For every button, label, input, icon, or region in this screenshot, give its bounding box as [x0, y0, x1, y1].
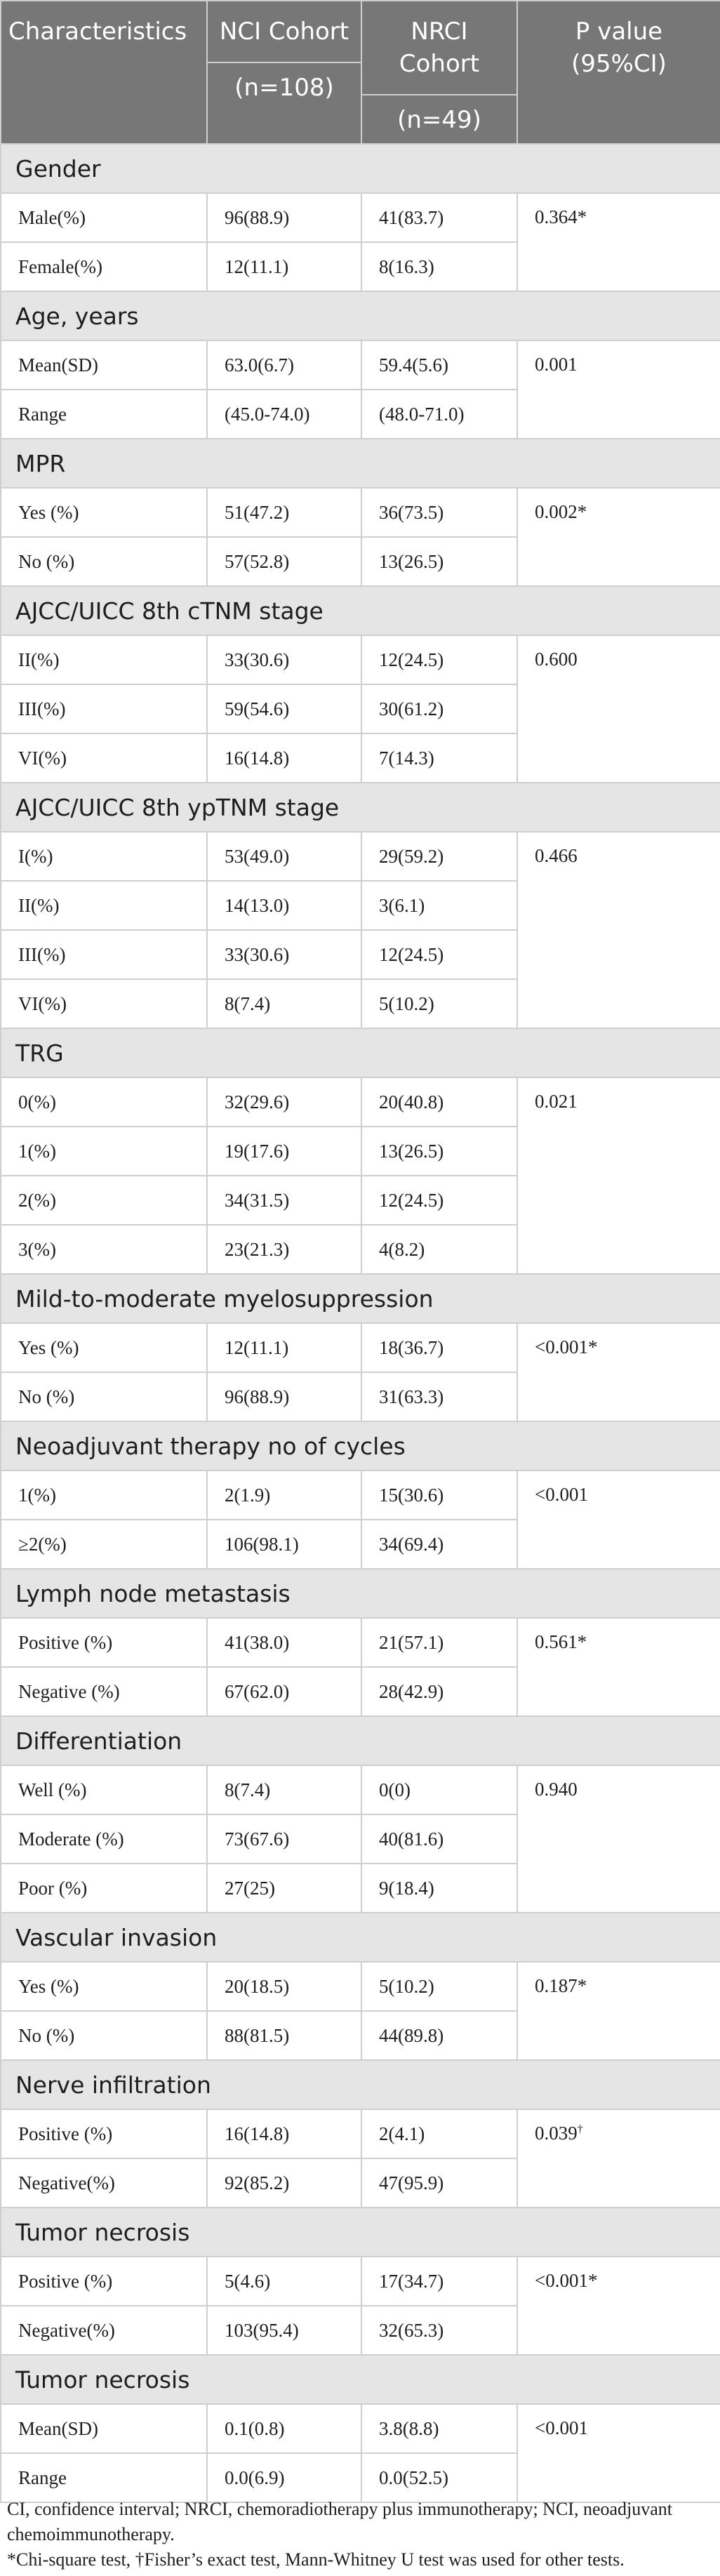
- nrci-value: 8(16.3): [361, 242, 517, 291]
- nci-value: 96(88.9): [207, 193, 361, 242]
- p-value-text: <0.001*: [535, 2270, 598, 2291]
- table-row: [1, 340, 720, 390]
- header-nrci-cohort: [361, 1, 517, 144]
- table-row: [1, 2404, 720, 2453]
- nci-value: 73(67.6): [207, 1814, 361, 1864]
- table-row: [1, 193, 720, 242]
- p-value: [517, 2404, 720, 2502]
- p-value: [517, 2109, 720, 2207]
- p-value-footnote-mark: †: [577, 2123, 583, 2135]
- nrci-value: 9(18.4): [361, 1864, 517, 1913]
- category-row: [1, 586, 720, 635]
- row-label: 0(%): [1, 1077, 207, 1127]
- nci-value: 27(25): [207, 1864, 361, 1913]
- nci-value: 12(11.1): [207, 242, 361, 291]
- category-title: Vascular invasion: [1, 1913, 720, 1962]
- row-label: 1(%): [1, 1470, 207, 1520]
- row-label: III(%): [1, 930, 207, 979]
- category-title: Gender: [1, 144, 720, 193]
- p-value: [517, 635, 720, 783]
- table-row: [1, 832, 720, 881]
- category-title: Mild-to-moderate myelosuppression: [1, 1274, 720, 1323]
- nrci-value: 13(26.5): [361, 1127, 517, 1176]
- table-row: [1, 1962, 720, 2011]
- category-row: [1, 1421, 720, 1470]
- category-title: Age, years: [1, 291, 720, 340]
- row-label: Negative(%): [1, 2306, 207, 2355]
- nrci-value: 30(61.2): [361, 684, 517, 733]
- nrci-value: 17(34.7): [361, 2257, 517, 2306]
- category-title: MPR: [1, 439, 720, 488]
- p-value-text: <0.001: [535, 2417, 588, 2438]
- p-value-text: 0.187*: [535, 1975, 587, 1996]
- header-nrci-title: NRCI Cohort: [399, 18, 480, 78]
- p-value-text: 0.466: [535, 845, 578, 866]
- p-value: [517, 1323, 720, 1421]
- nci-value: 106(98.1): [207, 1520, 361, 1569]
- nci-value: 33(30.6): [207, 930, 361, 979]
- p-value: [517, 1470, 720, 1569]
- table-row: [1, 2109, 720, 2158]
- table-footnotes: [0, 2497, 720, 2572]
- table-row: [1, 1077, 720, 1127]
- p-value-text: 0.561*: [535, 1631, 587, 1652]
- row-label: Range: [1, 390, 207, 439]
- category-row: [1, 2207, 720, 2257]
- row-label: II(%): [1, 881, 207, 930]
- nrci-value: 13(26.5): [361, 537, 517, 586]
- row-label: Moderate (%): [1, 1814, 207, 1864]
- nci-value: 20(18.5): [207, 1962, 361, 2011]
- nci-value: 96(88.9): [207, 1372, 361, 1421]
- nrci-value: 31(63.3): [361, 1372, 517, 1421]
- row-label: Positive (%): [1, 1618, 207, 1667]
- row-label: Positive (%): [1, 2109, 207, 2158]
- row-label: VI(%): [1, 733, 207, 783]
- row-label: 1(%): [1, 1127, 207, 1176]
- row-label: Well (%): [1, 1765, 207, 1814]
- nci-value: 92(85.2): [207, 2158, 361, 2207]
- nci-value: 8(7.4): [207, 1765, 361, 1814]
- nci-value: 53(49.0): [207, 832, 361, 881]
- nrci-value: 5(10.2): [361, 979, 517, 1028]
- row-label: Mean(SD): [1, 340, 207, 390]
- p-value: [517, 1962, 720, 2060]
- p-value-text: 0.940: [535, 1779, 578, 1800]
- footnote-tests: *Chi-square test, †Fisher’s exact test, Mann-Whitney U test was used for other tests.: [7, 2549, 625, 2570]
- nrci-value: (48.0-71.0): [361, 390, 517, 439]
- table-row: [1, 1765, 720, 1814]
- p-value: [517, 488, 720, 586]
- nrci-value: 15(30.6): [361, 1470, 517, 1520]
- nrci-value: 0.0(52.5): [361, 2453, 517, 2502]
- category-title: Tumor necrosis: [1, 2355, 720, 2404]
- table-row: [1, 1470, 720, 1520]
- header-p-value: P value (95%CI): [517, 1, 720, 144]
- nrci-value: 34(69.4): [361, 1520, 517, 1569]
- nrci-value: 21(57.1): [361, 1618, 517, 1667]
- nci-value: 16(14.8): [207, 2109, 361, 2158]
- nrci-value: 32(65.3): [361, 2306, 517, 2355]
- table-row: [1, 2257, 720, 2306]
- p-value-text: 0.021: [535, 1091, 578, 1112]
- p-value-text: 0.364*: [535, 206, 587, 227]
- nrci-value: 59.4(5.6): [361, 340, 517, 390]
- row-label: III(%): [1, 684, 207, 733]
- row-label: 2(%): [1, 1176, 207, 1225]
- nci-value: 59(54.6): [207, 684, 361, 733]
- category-title: TRG: [1, 1028, 720, 1077]
- category-row: [1, 2355, 720, 2404]
- row-label: Yes (%): [1, 488, 207, 537]
- nrci-value: 40(81.6): [361, 1814, 517, 1864]
- table-row: [1, 1323, 720, 1372]
- category-title: AJCC/UICC 8th ypTNM stage: [1, 783, 720, 832]
- category-title: Nerve infiltration: [1, 2060, 720, 2109]
- footnote-abbreviations: CI, confidence interval; NRCI, chemoradiotherapy plus immunotherapy; NCI, neoadjuvant chemoimmunotherapy.: [7, 2499, 673, 2544]
- nci-value: 19(17.6): [207, 1127, 361, 1176]
- nrci-value: 12(24.5): [361, 930, 517, 979]
- category-row: [1, 783, 720, 832]
- nrci-value: 0(0): [361, 1765, 517, 1814]
- p-value: [517, 1077, 720, 1274]
- nci-value: 8(7.4): [207, 979, 361, 1028]
- category-row: [1, 1716, 720, 1765]
- nci-value: 88(81.5): [207, 2011, 361, 2060]
- row-label: Male(%): [1, 193, 207, 242]
- category-row: [1, 1569, 720, 1618]
- nci-value: 16(14.8): [207, 733, 361, 783]
- nrci-value: 12(24.5): [361, 1176, 517, 1225]
- nrci-value: 2(4.1): [361, 2109, 517, 2158]
- header-nci-cohort: [207, 1, 361, 144]
- category-title: Neoadjuvant therapy no of cycles: [1, 1421, 720, 1470]
- row-label: Negative (%): [1, 1667, 207, 1716]
- p-value-text: 0.039: [535, 2123, 578, 2144]
- row-label: ≥2(%): [1, 1520, 207, 1569]
- p-value: [517, 193, 720, 291]
- row-label: II(%): [1, 635, 207, 684]
- row-label: VI(%): [1, 979, 207, 1028]
- nrci-value: 28(42.9): [361, 1667, 517, 1716]
- nci-value: 23(21.3): [207, 1225, 361, 1274]
- nrci-value: 12(24.5): [361, 635, 517, 684]
- nrci-value: 20(40.8): [361, 1077, 517, 1127]
- row-label: Range: [1, 2453, 207, 2502]
- table-header-row: [1, 1, 720, 144]
- category-title: Differentiation: [1, 1716, 720, 1765]
- row-label: Yes (%): [1, 1962, 207, 2011]
- p-value-text: 0.002*: [535, 501, 587, 522]
- nci-value: 63.0(6.7): [207, 340, 361, 390]
- row-label: I(%): [1, 832, 207, 881]
- nrci-value: 18(36.7): [361, 1323, 517, 1372]
- row-label: Positive (%): [1, 2257, 207, 2306]
- nci-value: 57(52.8): [207, 537, 361, 586]
- nci-value: 5(4.6): [207, 2257, 361, 2306]
- nci-value: 14(13.0): [207, 881, 361, 930]
- category-title: Tumor necrosis: [1, 2207, 720, 2257]
- p-value-text: <0.001*: [535, 1336, 598, 1357]
- nrci-value: 29(59.2): [361, 832, 517, 881]
- table-row: [1, 1618, 720, 1667]
- nci-value: 0.1(0.8): [207, 2404, 361, 2453]
- nrci-value: 36(73.5): [361, 488, 517, 537]
- nci-value: 51(47.2): [207, 488, 361, 537]
- nrci-value: 3(6.1): [361, 881, 517, 930]
- row-label: Yes (%): [1, 1323, 207, 1372]
- category-row: [1, 1028, 720, 1077]
- table-body: [1, 144, 720, 2502]
- p-value: [517, 832, 720, 1028]
- row-label: Poor (%): [1, 1864, 207, 1913]
- nrci-value: 4(8.2): [361, 1225, 517, 1274]
- nci-value: 2(1.9): [207, 1470, 361, 1520]
- row-label: Negative(%): [1, 2158, 207, 2207]
- category-row: [1, 439, 720, 488]
- nrci-value: 7(14.3): [361, 733, 517, 783]
- table-row: [1, 488, 720, 537]
- row-label: 3(%): [1, 1225, 207, 1274]
- category-row: [1, 1913, 720, 1962]
- p-value: [517, 1765, 720, 1913]
- nci-value: 33(30.6): [207, 635, 361, 684]
- row-label: No (%): [1, 537, 207, 586]
- category-title: Lymph node metastasis: [1, 1569, 720, 1618]
- category-row: [1, 291, 720, 340]
- category-title: AJCC/UICC 8th cTNM stage: [1, 586, 720, 635]
- nci-value: 103(95.4): [207, 2306, 361, 2355]
- header-characteristics: Characteristics: [1, 1, 207, 144]
- row-label: No (%): [1, 1372, 207, 1421]
- nrci-value: 41(83.7): [361, 193, 517, 242]
- nci-value: 67(62.0): [207, 1667, 361, 1716]
- nci-value: (45.0-74.0): [207, 390, 361, 439]
- row-label: Mean(SD): [1, 2404, 207, 2453]
- nrci-value: 44(89.8): [361, 2011, 517, 2060]
- header-nrci-count: (n=49): [362, 94, 516, 136]
- category-row: [1, 1274, 720, 1323]
- p-value-text: 0.001: [535, 354, 578, 375]
- header-nci-count: (n=108): [208, 62, 361, 104]
- row-label: No (%): [1, 2011, 207, 2060]
- row-label: Female(%): [1, 242, 207, 291]
- p-value-text: 0.600: [535, 649, 578, 670]
- nci-value: 32(29.6): [207, 1077, 361, 1127]
- nci-value: 34(31.5): [207, 1176, 361, 1225]
- p-value-text: <0.001: [535, 1484, 588, 1505]
- nrci-value: 3.8(8.8): [361, 2404, 517, 2453]
- header-nci-title: NCI Cohort: [219, 18, 349, 46]
- nci-value: 12(11.1): [207, 1323, 361, 1372]
- p-value: [517, 1618, 720, 1716]
- nrci-value: 47(95.9): [361, 2158, 517, 2207]
- p-value: [517, 2257, 720, 2355]
- nrci-value: 5(10.2): [361, 1962, 517, 2011]
- category-row: [1, 2060, 720, 2109]
- nci-value: 0.0(6.9): [207, 2453, 361, 2502]
- table-row: [1, 635, 720, 684]
- p-value: [517, 340, 720, 439]
- category-row: [1, 144, 720, 193]
- nci-value: 41(38.0): [207, 1618, 361, 1667]
